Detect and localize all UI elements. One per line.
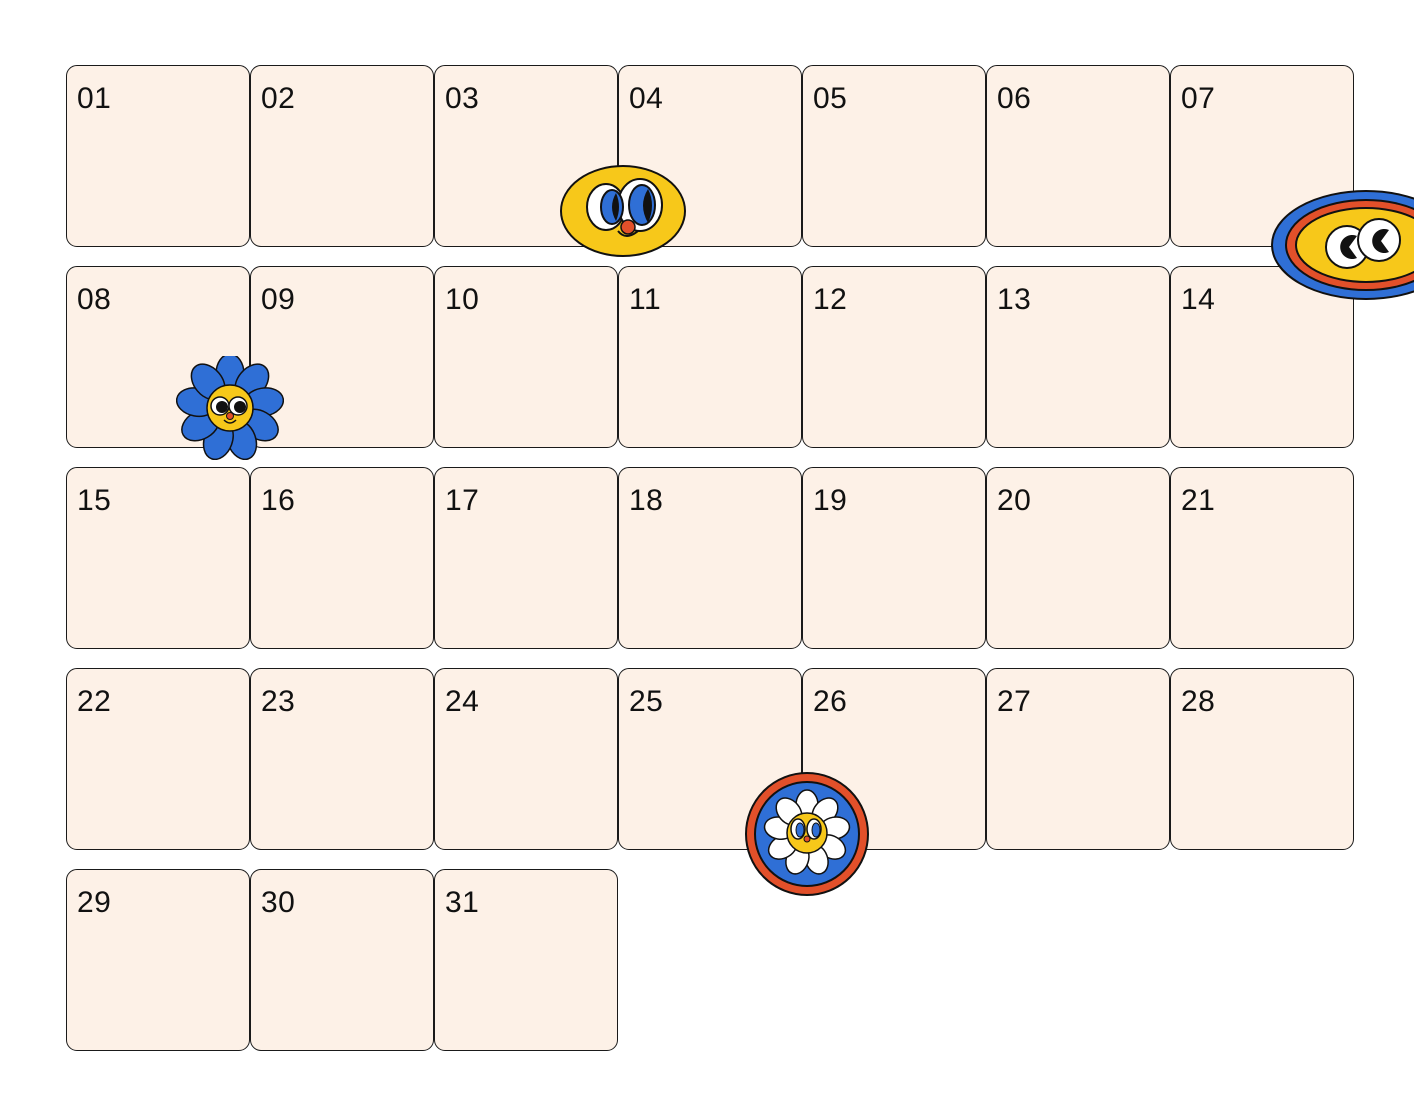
blue-flower-sticker-icon bbox=[176, 356, 284, 460]
day-cell[interactable] bbox=[66, 65, 250, 247]
day-number: 14 bbox=[1181, 283, 1216, 316]
day-cell[interactable] bbox=[802, 65, 986, 247]
day-cell[interactable] bbox=[986, 467, 1170, 649]
day-number: 22 bbox=[77, 685, 112, 718]
day-number: 15 bbox=[77, 484, 112, 517]
day-cell[interactable] bbox=[66, 467, 250, 649]
day-cell[interactable] bbox=[802, 467, 986, 649]
day-cell[interactable] bbox=[434, 266, 618, 448]
day-number: 16 bbox=[261, 484, 296, 517]
day-number: 24 bbox=[445, 685, 480, 718]
day-number: 09 bbox=[261, 283, 296, 316]
day-cell[interactable] bbox=[618, 266, 802, 448]
day-number: 03 bbox=[445, 82, 480, 115]
day-cell[interactable] bbox=[434, 467, 618, 649]
day-number: 28 bbox=[1181, 685, 1216, 718]
day-number: 04 bbox=[629, 82, 664, 115]
day-number: 13 bbox=[997, 283, 1032, 316]
day-cell[interactable] bbox=[434, 668, 618, 850]
day-number: 11 bbox=[629, 283, 662, 316]
calendar-grid bbox=[66, 65, 1354, 1051]
rainbow-eyes-sticker-icon bbox=[1271, 190, 1414, 302]
day-number: 17 bbox=[445, 484, 480, 517]
day-cell[interactable] bbox=[66, 869, 250, 1051]
day-cell[interactable] bbox=[434, 869, 618, 1051]
yellow-face-sticker-icon bbox=[560, 165, 688, 261]
day-number: 08 bbox=[77, 283, 112, 316]
day-cell[interactable] bbox=[250, 668, 434, 850]
day-cell[interactable] bbox=[986, 266, 1170, 448]
day-cell[interactable] bbox=[250, 65, 434, 247]
day-number: 10 bbox=[445, 283, 480, 316]
day-cell[interactable] bbox=[250, 467, 434, 649]
day-cell[interactable] bbox=[802, 266, 986, 448]
day-number: 26 bbox=[813, 685, 848, 718]
day-number: 06 bbox=[997, 82, 1032, 115]
day-number: 31 bbox=[445, 886, 480, 919]
day-number: 02 bbox=[261, 82, 296, 115]
day-number: 30 bbox=[261, 886, 296, 919]
day-cell[interactable] bbox=[986, 65, 1170, 247]
day-number: 20 bbox=[997, 484, 1032, 517]
day-number: 23 bbox=[261, 685, 296, 718]
day-number: 29 bbox=[77, 886, 112, 919]
day-cell[interactable] bbox=[66, 668, 250, 850]
day-number: 01 bbox=[77, 82, 112, 115]
day-number: 18 bbox=[629, 484, 664, 517]
day-cell[interactable] bbox=[1170, 467, 1354, 649]
daisy-badge-sticker-icon bbox=[744, 771, 870, 897]
day-number: 19 bbox=[813, 484, 848, 517]
day-cell[interactable] bbox=[618, 467, 802, 649]
day-cell[interactable] bbox=[1170, 668, 1354, 850]
day-number: 12 bbox=[813, 283, 848, 316]
day-cell[interactable] bbox=[250, 869, 434, 1051]
day-number: 21 bbox=[1181, 484, 1216, 517]
day-number: 05 bbox=[813, 82, 848, 115]
day-number: 25 bbox=[629, 685, 664, 718]
day-number: 07 bbox=[1181, 82, 1216, 115]
day-number: 27 bbox=[997, 685, 1032, 718]
day-cell[interactable] bbox=[986, 668, 1170, 850]
